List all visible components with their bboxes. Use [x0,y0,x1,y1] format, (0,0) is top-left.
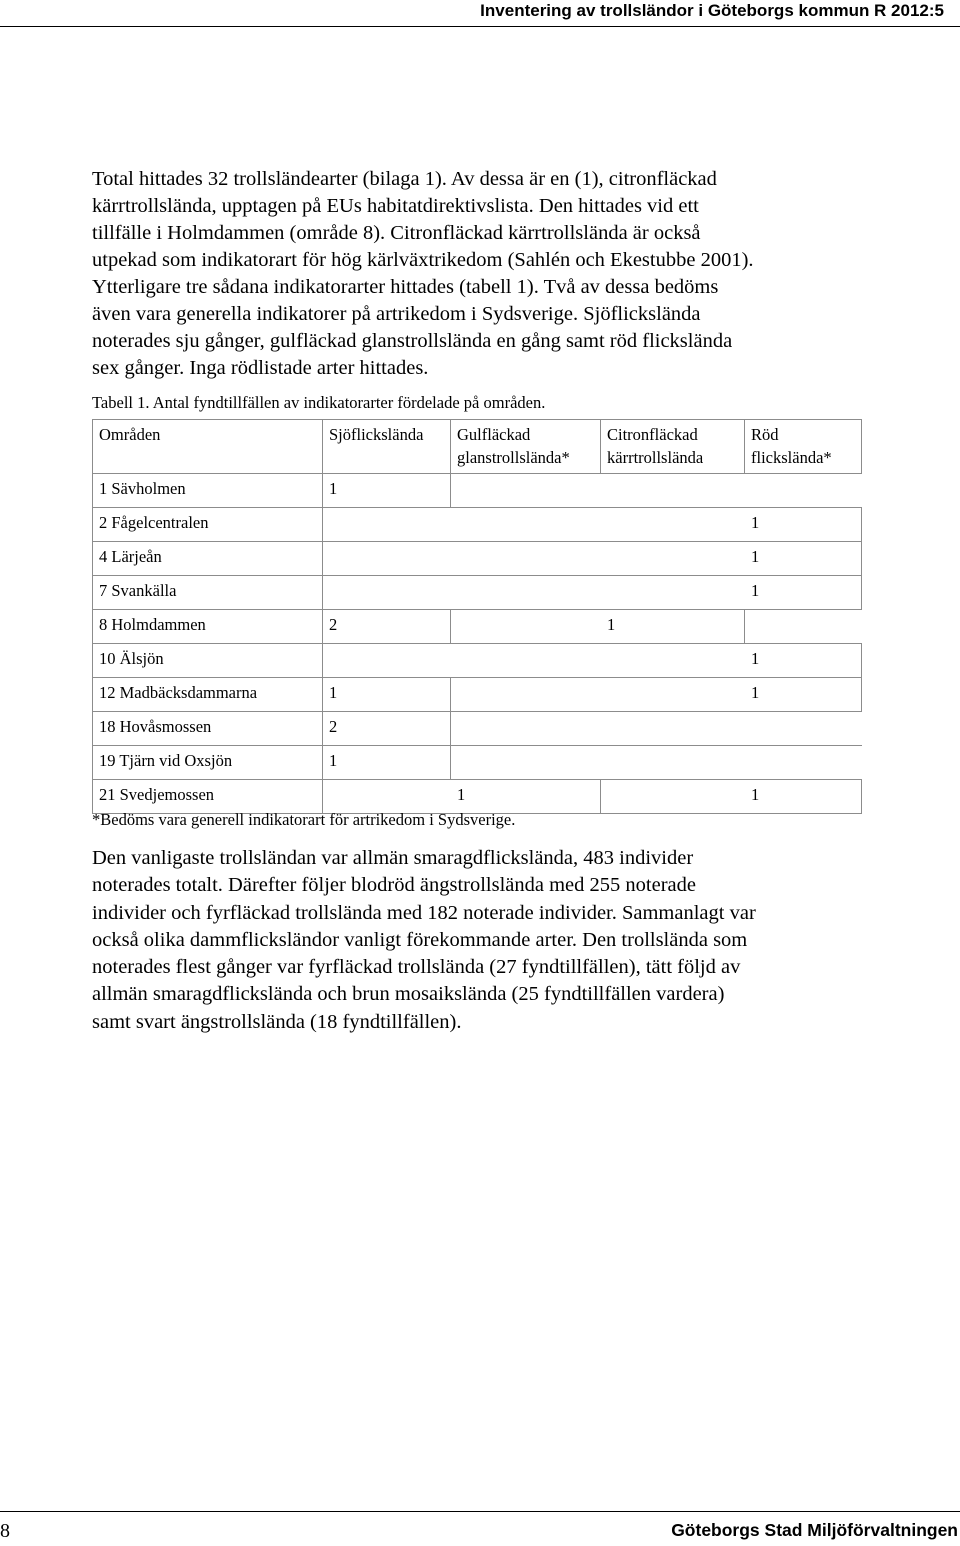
table-cell: 1 [745,780,862,814]
table-cell [451,576,601,610]
table-cell: 1 [323,474,451,508]
table-cell [451,610,601,644]
table-row [93,712,862,746]
table-cell [451,542,601,576]
table-cell [601,474,745,508]
table-cell: 1 [745,508,862,542]
table-cell: 1 [745,576,862,610]
table-cell [451,508,601,542]
table-cell: 1 [745,644,862,678]
table-cell [745,712,862,746]
text-line: tillfälle i Holmdammen (område 8). Citronfläckad kärrtrollslända är också [92,222,701,244]
table-cell [323,576,451,610]
table-cell [451,746,601,780]
table-cell: 2 [323,712,451,746]
table-cell: 19 Tjärn vid Oxsjön [93,746,323,780]
footer-divider [0,1511,960,1512]
table-cell: 2 [323,610,451,644]
table-row [93,610,862,644]
table-row [93,644,862,678]
table-cell: 1 Sävholmen [93,474,323,508]
text-line: allmän smaragdflickslända och brun mosaikslända (25 fyndtillfällen vardera) [92,983,725,1006]
table-cell: 1 [451,780,601,814]
table-row [93,576,862,610]
table-cell [323,780,451,814]
table-cell [745,746,862,780]
table-cell [451,474,601,508]
table-row [93,678,862,712]
table-cell: 1 [745,678,862,712]
table-footnote: *Bedöms vara generell indikatorart för artrikedom i Sydsverige. [92,810,516,829]
text-line: sex gånger. Inga rödlistade arter hittades. [92,357,429,379]
table-cell [323,508,451,542]
text-line: noterades totalt. Därefter följer blodröd ängstrollslända med 255 noterade [92,874,696,897]
table-cell: 1 [323,746,451,780]
table-cell [601,508,745,542]
text-line: noterades flest gånger var fyrfläckad trollslända (27 fyndtillfällen), tätt följd av [92,956,741,979]
table-cell: 1 [745,542,862,576]
table-row [93,780,862,814]
table-cell: 4 Lärjeån [93,542,323,576]
table-header-row [93,420,862,474]
column-header: Röd flickslända* [745,420,862,474]
table-cell [451,712,601,746]
table-cell: 8 Holmdammen [93,610,323,644]
table-cell [451,644,601,678]
table-cell [601,644,745,678]
column-header: Citronfläckad kärrtrollslända [601,420,745,474]
table-cell: 2 Fågelcentralen [93,508,323,542]
table-cell: 1 [601,610,745,644]
table-cell [601,576,745,610]
table-cell [745,610,862,644]
text-line: Total hittades 32 trollsländearter (bilaga 1). Av dessa är en (1), citronfläckad [92,168,717,190]
table-cell [745,474,862,508]
text-line: Ytterligare tre sådana indikatorarter hittades (tabell 1). Två av dessa bedöms [92,276,719,298]
table-caption: Tabell 1. Antal fyndtillfällen av indikatorarter fördelade på områden. [92,393,546,412]
table-cell [601,712,745,746]
page-header [0,0,960,24]
table-row [93,508,862,542]
table-cell [601,780,745,814]
table-cell: 18 Hovåsmossen [93,712,323,746]
text-line: utpekad som indikatorart för hög kärlväxtrikedom (Sahlén och Ekestubbe 2001). [92,249,754,271]
body-paragraph [92,845,892,1036]
text-line: samt svart ängstrollslända (18 fyndtillfällen). [92,1010,462,1033]
table-cell: 21 Svedjemossen [93,780,323,814]
table-row [93,474,862,508]
table-cell [323,644,451,678]
column-header: Gulfläckad glanstrollslända* [451,420,601,474]
table-cell: 7 Svankälla [93,576,323,610]
page-number: 8 [0,1520,10,1542]
text-line: kärrtrollslända, upptagen på EUs habitatdirektivslista. Den hittades vid ett [92,195,699,217]
table-cell: 10 Älsjön [93,644,323,678]
table-cell: 1 [323,678,451,712]
text-line: individer och fyrfläckad trollslända med 182 noterade individer. Sammanlagt var [92,901,756,924]
column-header: Områden [93,420,323,474]
table-cell: 12 Madbäcksdammarna [93,678,323,712]
table-row [93,746,862,780]
header-divider [0,26,960,27]
footer-organization: Göteborgs Stad Miljöförvaltningen [671,1520,958,1540]
table-cell [601,746,745,780]
table-row [93,542,862,576]
column-header: Sjöflickslända [323,420,451,474]
text-line: också olika dammflicksländor vanligt förekommande arter. Den trollslända som [92,928,748,951]
table-cell [601,542,745,576]
table-cell [451,678,601,712]
text-line: noterades sju gånger, gulfläckad glanstrollslända en gång samt röd flickslända [92,330,733,352]
intro-paragraph [92,166,852,382]
table-cell [323,542,451,576]
text-line: även vara generella indikatorer på artrikedom i Sydsverige. Sjöflickslända [92,303,701,325]
report-title: Inventering av trollsländor i Göteborgs kommun R 2012:5 [480,1,944,20]
text-line: Den vanligaste trollsländan var allmän smaragdflickslända, 483 individer [92,847,694,869]
indicator-species-table [92,419,862,814]
table-cell [601,678,745,712]
